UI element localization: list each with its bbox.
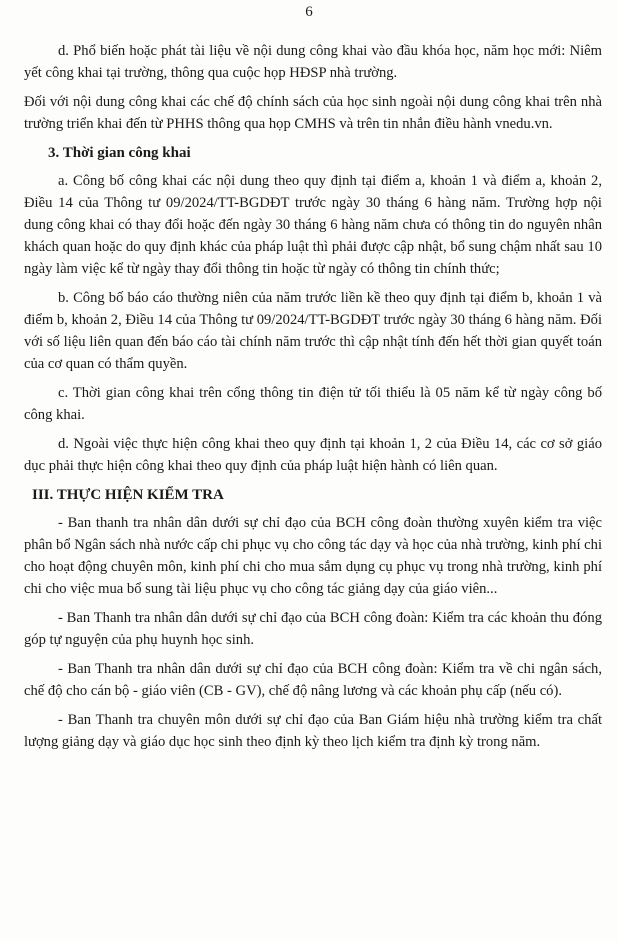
- paragraph-b: b. Công bố báo cáo thường niên của năm trước liền kề theo quy định tại điểm b, khoản 1 và điểm b, khoản 2, Điều 14 của Thông tư 09/2024/TT-BGDĐT trước ngày 30 tháng 6 hàng năm. Đối với số liệu liên quan đến báo cáo tài chính năm trước thì cập nhật tính đến hết thời gian quyết toán của cơ quan có thẩm quyền.: [24, 290, 602, 372]
- paragraph-check-1: - Ban thanh tra nhân dân dưới sự chỉ đạo của BCH công đoàn thường xuyên kiểm tra việc phân bổ Ngân sách nhà nước cấp chi phục vụ cho công tác dạy và học của nhà trường, kinh phí chi cho hoạt động chuyên môn, kinh phí chi cho mua sắm dụng cụ phục vụ trong nhà trường, kinh phí chi cho việc mua bổ sung tài liệu phục vụ cho công tác giảng dạy của giáo viên...: [24, 515, 602, 597]
- paragraph-c: c. Thời gian công khai trên cổng thông tin điện tử tối thiểu là 05 năm kể từ ngày công bố công khai.: [24, 385, 602, 423]
- section-heading-3: 3. Thời gian công khai: [48, 145, 191, 161]
- paragraph-check-4: - Ban Thanh tra chuyên môn dưới sự chỉ đạo của Ban Giám hiệu nhà trường kiểm tra chất lượng giảng dạy và giáo dục học sinh theo định kỳ theo lịch kiểm tra định kỳ trong năm.: [24, 712, 602, 750]
- paragraph-a: a. Công bố công khai các nội dung theo quy định tại điểm a, khoản 1 và điểm a, khoản 2, Điều 14 của Thông tư 09/2024/TT-BGDĐT trước ngày 30 tháng 6 hàng năm. Trường hợp nội dung công khai có thay đổi hoặc đến ngày 30 tháng 6 hàng năm chưa có thông tin do nguyên nhân khách quan hoặc do quy định khác của pháp luật thì phải được cập nhật, bổ sung chậm nhất sau 10 ngày làm việc kể từ ngày thay đổi thông tin hoặc từ ngày có thông tin chính thức;: [24, 173, 602, 277]
- document-body: [24, 40, 602, 760]
- page-number: 6: [305, 4, 313, 20]
- paragraph-policy: Đối với nội dung công khai các chế độ chính sách của học sinh ngoài nội dung công khai trên nhà trường triển khai đến từ PHHS thông qua họp CMHS và trên tin nhắn điều hành vnedu.vn.: [24, 94, 602, 132]
- paragraph-d-intro: d. Phổ biến hoặc phát tài liệu về nội dung công khai vào đầu khóa học, năm học mới: Niêm yết công khai tại trường, thông qua cuộc họp HĐSP nhà trường.: [24, 43, 602, 81]
- paragraph-d: d. Ngoài việc thực hiện công khai theo quy định tại khoản 1, 2 của Điều 14, các cơ sở giáo dục phải thực hiện công khai theo quy định của pháp luật hiện hành có liên quan.: [24, 436, 602, 474]
- section-heading-III: III. THỰC HIỆN KIỂM TRA: [32, 487, 224, 503]
- paragraph-check-2: - Ban Thanh tra nhân dân dưới sự chỉ đạo của BCH công đoàn: Kiểm tra các khoản thu đóng góp tự nguyện của phụ huynh học sinh.: [24, 610, 602, 648]
- paragraph-check-3: - Ban Thanh tra nhân dân dưới sự chỉ đạo của BCH công đoàn: Kiểm tra về chi ngân sách, chế độ cho cán bộ - giáo viên (CB - GV), chế độ nâng lương và các khoản phụ cấp (nếu có).: [24, 661, 602, 699]
